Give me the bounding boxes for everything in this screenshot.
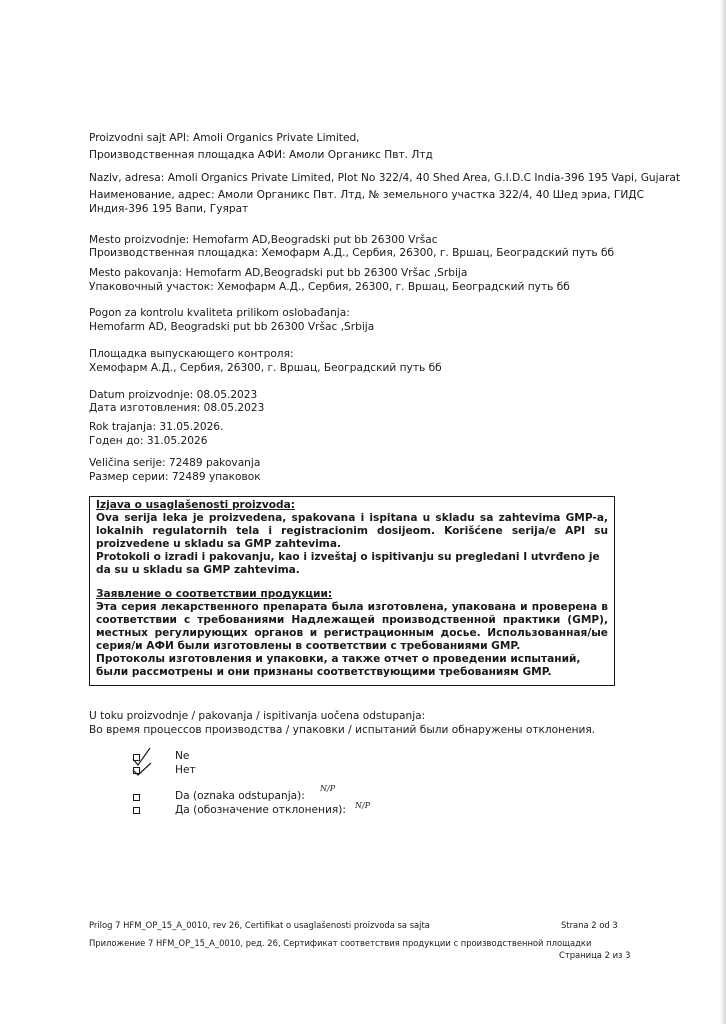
declaration-title-ru: Заявление о соответствии продукции:	[96, 588, 333, 600]
address-ru: Наименование, адрес: Амоли Органикс Пвт. Лтд, № земельного участка 322/4, 40 Шед эриа, ГИДС Индия-396 195 Вапи, Гуярат	[89, 189, 644, 215]
packaging-site-sr: Mesto pakovanja: Hemofarm AD,Beogradski put bb 26300 Vršac ,Srbija	[89, 267, 468, 279]
packaging-site-ru: Упаковочный участок: Хемофарм А.Д., Сербия, 26300, г. Вршац, Београдский путь бб	[89, 281, 570, 293]
batch-size-ru: Размер серии: 72489 упаковок	[89, 471, 261, 483]
expiry-sr: Rok trajanja: 31.05.2026.	[89, 421, 224, 433]
option-yes-sr: Da (oznaka odstupanja):	[175, 790, 305, 802]
scan-edge-shadow	[720, 0, 726, 1024]
footer-page-ru: Страница 2 из 3	[559, 950, 631, 960]
declaration-p2-sr-line2: da su u skladu sa GMP zahtevima.	[96, 564, 300, 576]
option-yes-ru: Да (обозначение отклонения):	[175, 804, 346, 816]
declaration-box	[89, 496, 615, 686]
handwritten-np-ru: N/P	[355, 801, 371, 810]
option-no-ru: Нет	[175, 764, 196, 776]
deviations-question-sr: U toku proizvodnje / pakovanja / ispitivanja uočena odstupanja:	[89, 710, 426, 722]
release-control-ru-label: Площадка выпускающего контроля:	[89, 348, 294, 360]
footer-ref-ru: Приложение 7 HFM_OP_15_A_0010, ред. 26, Сертификат соответствия продукции с производственной площадки	[89, 938, 592, 948]
handwritten-check-mark-icon	[129, 745, 159, 777]
declaration-p1-sr: Ova serija leka je proizvedena, spakovana i ispitana u skladu sa zahtevima GMP-a, lokalnih regulatornih tela i registracionim dosijeom. Korišćene serija/e API su proizvedene u skladu sa GMP zahtevima.	[96, 512, 608, 550]
deviations-question-ru: Во время процессов производства / упаковки / испытаний были обнаружены отклонения.	[89, 724, 596, 736]
declaration-p2-sr-line1: Protokoli o izradi i pakovanju, kao i izveštaj o ispitivanju su pregledani I utvrđeno je	[96, 551, 600, 563]
release-control-ru-value: Хемофарм А.Д., Сербия, 26300, г. Вршац, Београдский путь бб	[89, 362, 442, 374]
declaration-p1-ru: Эта серия лекарственного препарата была изготовлена, упакована и проверена в соответствии с требованиями Надлежащей производственной практики (GMP), местных регулирующих органов и регистрационным досье. Использованная/ые серия/и АФИ были изготовлены в соответствии с требованиями GMP.	[96, 601, 608, 652]
option-no-sr: Ne	[175, 750, 190, 762]
production-date-sr: Datum proizvodnje: 08.05.2023	[89, 389, 258, 401]
expiry-ru: Годен до: 31.05.2026	[89, 435, 208, 447]
api-site-ru: Производственная площадка АФИ: Амоли Органикс Пвт. Лтд	[89, 149, 433, 161]
footer-ref-sr: Prilog 7 HFM_OP_15_A_0010, rev 26, Certifikat o usaglašenosti proizvoda sa sajta	[89, 920, 430, 930]
production-date-ru: Дата изготовления: 08.05.2023	[89, 402, 265, 414]
batch-size-sr: Veličina serije: 72489 pakovanja	[89, 457, 261, 469]
api-site-sr: Proizvodni sajt API: Amoli Organics Private Limited,	[89, 132, 360, 144]
release-control-sr-label: Pogon za kontrolu kvaliteta prilikom oslobađanja:	[89, 307, 350, 319]
declaration-title-sr: Izjava o usaglašenosti proizvoda:	[96, 499, 295, 511]
handwritten-np-sr: N/P	[320, 784, 336, 793]
manufacturing-site-ru: Производственная площадка: Хемофарм А.Д., Сербия, 26300, г. Вршац, Београдский путь бб	[89, 247, 615, 259]
checkbox-yes-sr[interactable]	[133, 794, 140, 801]
address-sr: Naziv, adresa: Amoli Organics Private Limited, Plot No 322/4, 40 Shed Area, G.I.D.C India-396 195 Vapi, Gujarat	[89, 172, 681, 184]
manufacturing-site-sr: Mesto proizvodnje: Hemofarm AD,Beogradski put bb 26300 Vršac	[89, 234, 438, 246]
footer-page-sr: Strana 2 od 3	[561, 920, 618, 930]
declaration-p2-ru-line1: Протоколы изготовления и упаковки, а также отчет о проведении испытаний,	[96, 653, 581, 665]
declaration-p2-ru-line2: были рассмотрены и они признаны соответствующими требованиям GMP.	[96, 666, 552, 678]
checkbox-yes-ru[interactable]	[133, 807, 140, 814]
release-control-sr-value: Hemofarm AD, Beogradski put bb 26300 Vršac ,Srbija	[89, 321, 375, 333]
